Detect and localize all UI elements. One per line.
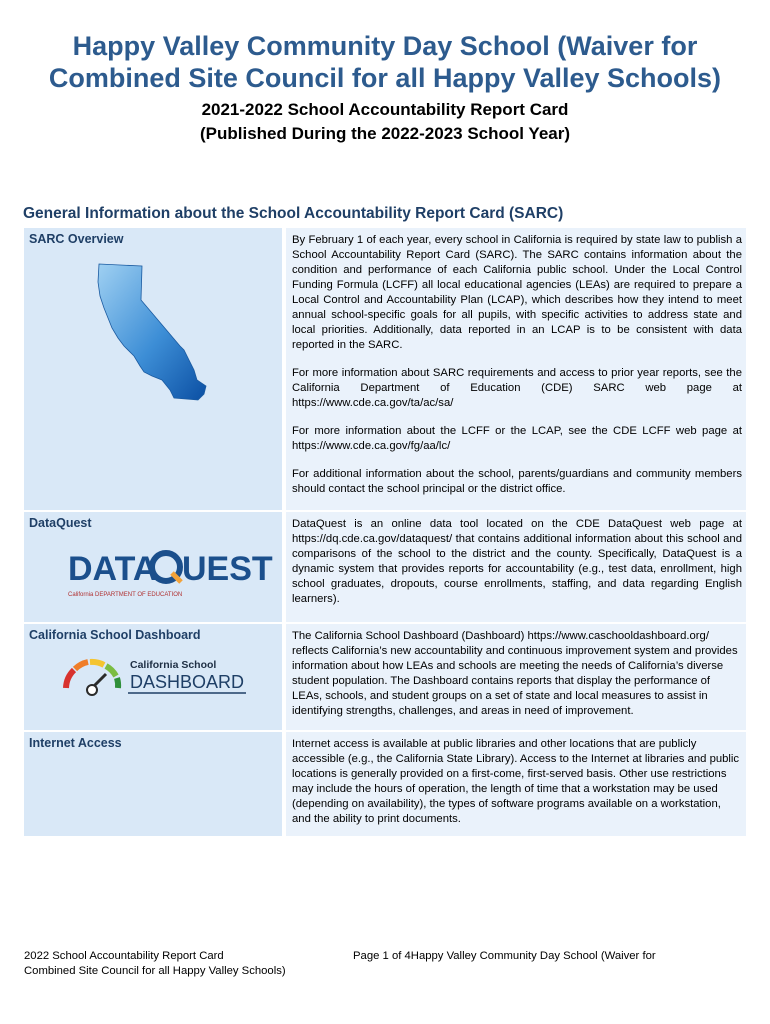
dataquest-logo-text-a: DATA: [68, 550, 158, 588]
row-label: Internet Access: [29, 736, 122, 750]
label-cell: [24, 228, 282, 510]
text-cell: [286, 624, 746, 730]
general-info-table: [24, 228, 746, 838]
row-label: DataQuest: [29, 516, 92, 530]
dataquest-logo-sub: California DEPARTMENT OF EDUCATION: [68, 592, 183, 598]
report-title: [20, 30, 750, 94]
table-row-dashboard: [24, 624, 746, 732]
row-label: California School Dashboard: [29, 628, 201, 642]
paragraph: Internet access is available at public libraries and other locations that are publicly accessible (e.g., the California State Library). Access to the Internet at libraries and public locations is generally provided on a first-come, first-served basis. Other use restrictions may include the hours of operation, the length of time that a workstation may be used (depending on availability), the types of software programs available on a workstation, and the ability to print documents.: [292, 738, 740, 825]
table-row-dataquest: [24, 512, 746, 624]
text-cell: [286, 732, 746, 836]
subtitle-line-1: 2021-2022 School Accountability Report Card: [201, 100, 569, 119]
footer-page-number: Page 1 of 4Happy Valley Community Day School (Waiver for: [353, 950, 656, 962]
table-row-internet-access: [24, 732, 746, 838]
footer-left-line-1: 2022 School Accountability Report Card: [24, 950, 224, 962]
california-map-icon: [94, 262, 214, 402]
row-label: SARC Overview: [29, 232, 124, 246]
paragraph: DataQuest is an online data tool located on the CDE DataQuest web page at https://dq.cde.ca.gov/dataquest/ that contains additional information about this school and comparisons of the school to the district and the county. Specifically, DataQuest is a dynamic system that provides reports for accountability (e.g., test data, enrollment, high school graduates, dropouts, course enrollments, staffing, and data regarding English learners).: [292, 518, 742, 605]
text-cell: [286, 512, 746, 622]
subtitle-line-2: (Published During the 2022-2023 School Year): [199, 124, 571, 143]
paragraph: By February 1 of each year, every school in California is required by state law to publish a School Accountability Report Card (SARC). The SARC contains information about the condition and performance of each California public school. Under the Local Control Funding Formula (LCFF) all local educational agencies (LEAs) are required to prepare a Local Control and Accountability Plan (LCAP), which describes how they intend to meet annual school-specific goals for all pupils, with specific activities to address state and local priorities. Additionally, data reported in an LCAP is to be consistent with data reported in the SARC.: [292, 234, 742, 351]
footer-left-line-2: Combined Site Council for all Happy Valley Schools): [24, 965, 286, 977]
report-subtitle: [20, 98, 750, 146]
paragraph: The California School Dashboard (Dashboard) https://www.caschooldashboard.org/ reflects California’s new accountability and continuous improvement system and provides information about how LEAs and schools are meeting the needs of California’s diverse student population. The Dashboard contains reports that display the performance of LEAs, schools, and student groups on a set of state and local measures to assist in identifying strengths, challenges, and areas in need of improvement.: [292, 630, 738, 717]
dashboard-logo-text-b: DASHBOARD: [130, 672, 245, 692]
label-cell: [24, 732, 282, 836]
dashboard-logo-text-a: California School: [130, 659, 217, 671]
dataquest-logo-text-b: UEST: [182, 550, 273, 588]
table-row-sarc-overview: [24, 228, 746, 512]
label-cell: [24, 624, 282, 730]
title-line-2: Combined Site Council for all Happy Valley Schools): [48, 63, 722, 93]
dataquest-logo: [68, 542, 273, 600]
footer-left: [24, 949, 286, 979]
label-cell: [24, 512, 282, 622]
paragraph: For additional information about the school, parents/guardians and community members should contact the school principal or the district office.: [292, 468, 742, 495]
title-line-1: Happy Valley Community Day School (Waiver for: [72, 31, 698, 61]
dashboard-logo: [60, 652, 250, 698]
text-cell: [286, 228, 746, 510]
section-heading: General Information about the School Accountability Report Card (SARC): [23, 205, 564, 222]
paragraph: For more information about SARC requirements and access to prior year reports, see the California Department of Education (CDE) SARC web page at https://www.cde.ca.gov/ta/ac/sa/: [292, 367, 742, 409]
paragraph: For more information about the LCFF or the LCAP, see the CDE LCFF web page at https://www.cde.ca.gov/fg/aa/lc/: [292, 425, 742, 452]
